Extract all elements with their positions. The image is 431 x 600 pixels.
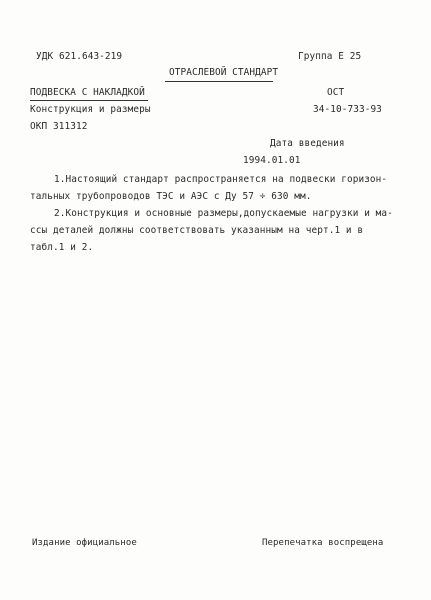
intro-date-label: Дата введения [270,138,345,149]
paragraph-1-line-2: тальных трубопроводов ТЭС и АЭС с Ду 57 ÷ 630 мм. [30,191,312,202]
okp-code: ОКП 311312 [30,121,88,132]
paragraph-2-line-3: табл.1 и 2. [30,242,94,253]
document-title: ПОДВЕСКА С НАКЛАДКОЙ [30,87,145,98]
standard-type-heading: ОТРАСЛЕВОЙ СТАНДАРТ [169,67,279,78]
ost-number: 34-10-733-93 [313,104,382,115]
footer-reprint-note: Перепечатка воспрещена [262,538,384,548]
ost-label: ОСТ [327,87,345,98]
heading-underline [165,81,273,82]
document-subtitle: Конструкция и размеры [30,104,151,115]
footer-edition-note: Издание официальное [32,538,137,548]
intro-date-value: 1994.01.01 [243,155,301,166]
udk-code: УДК 621.643-219 [36,51,123,62]
paragraph-2-line-2: ссы деталей должны соответствовать указанным на черт.1 и в [30,225,364,236]
group-code: Группа Е 25 [298,51,362,62]
paragraph-1-line-1: 1.Настоящий стандарт распространяется на подвески горизон- [54,174,388,185]
paragraph-2-line-1: 2.Конструкция и основные размеры,допускаемые нагрузки и ма- [54,208,393,219]
title-underline [30,100,148,101]
